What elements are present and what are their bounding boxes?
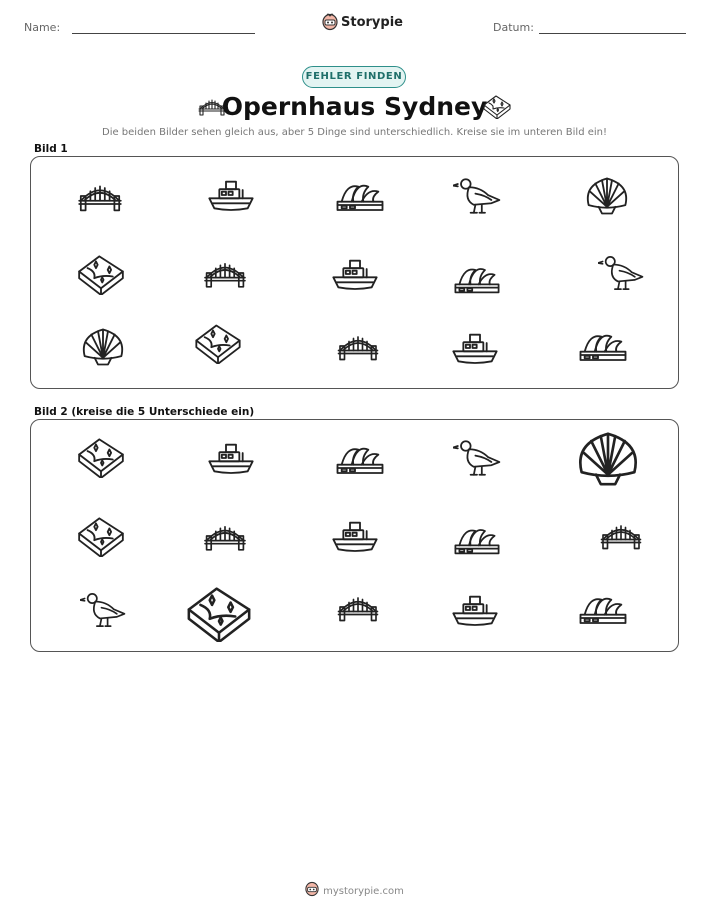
page-title: Opernhaus Sydney (221, 92, 488, 121)
map-icon (482, 94, 512, 119)
seagull-icon (598, 251, 644, 295)
opera-house-icon (453, 261, 501, 295)
date-line[interactable] (539, 33, 686, 34)
map-icon (75, 253, 127, 295)
opera-house-icon (335, 178, 385, 212)
picture1-label: Bild 1 (34, 143, 68, 155)
map-icon[interactable] (184, 584, 254, 642)
boat-icon (330, 257, 380, 291)
footer-url[interactable]: mystorypie.com (323, 886, 404, 897)
picture2-label: Bild 2 (kreise die 5 Unterschiede ein) (34, 406, 255, 418)
boat-icon (450, 331, 500, 365)
map-icon (193, 322, 243, 364)
bridge-icon (334, 331, 382, 361)
brand-logo (322, 13, 403, 31)
name-label: Name: (24, 21, 61, 34)
footer (0, 881, 709, 897)
storypie-mascot-icon (305, 881, 319, 897)
instructions: Die beiden Bilder sehen gleich aus, aber 5 Dinge sind unterschiedlich. Kreise sie im unteren Bild ein! (102, 127, 607, 138)
storypie-mascot-icon (322, 13, 338, 31)
bridge-icon (76, 180, 124, 212)
boat-icon[interactable] (450, 593, 500, 627)
name-line[interactable] (72, 33, 255, 34)
opera-house-icon[interactable] (335, 441, 385, 475)
seagull-icon[interactable] (453, 436, 501, 480)
shell-icon (78, 325, 128, 369)
shell-icon[interactable] (572, 426, 644, 492)
map-icon[interactable] (75, 436, 127, 478)
opera-house-icon (578, 328, 628, 362)
seagull-icon (453, 174, 501, 218)
shell-icon (582, 174, 632, 218)
boat-icon (206, 178, 256, 212)
date-label: Datum: (493, 21, 534, 34)
bridge-icon (202, 257, 248, 289)
seagull-icon[interactable] (80, 588, 126, 632)
boat-icon[interactable] (206, 441, 256, 475)
brand-name: Storypie (341, 14, 403, 30)
bridge-icon[interactable] (598, 520, 644, 550)
opera-house-icon[interactable] (578, 591, 628, 625)
bridge-icon[interactable] (202, 520, 248, 552)
bridge-icon[interactable] (334, 592, 382, 622)
opera-house-icon[interactable] (453, 522, 501, 556)
map-icon[interactable] (75, 515, 127, 557)
category-badge: FEHLER FINDEN (302, 66, 406, 88)
boat-icon[interactable] (330, 519, 380, 553)
